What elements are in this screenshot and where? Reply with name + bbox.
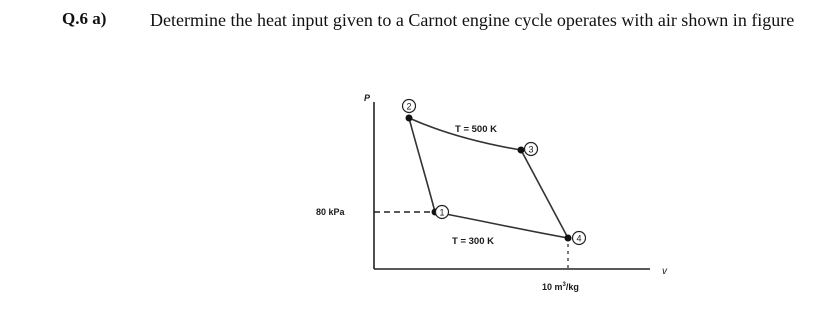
- p-axis-label: P: [364, 93, 371, 103]
- question-text: Determine the heat input given to a Carnot engine cycle operates with air shown in figure: [150, 10, 795, 30]
- volume-label: 10 $m^3/kg$: [542, 282, 579, 292]
- state-badge-1: [436, 206, 449, 219]
- v-axis-label: v: [662, 266, 667, 277]
- isotherm-low-label: T = 300 K: [452, 236, 494, 247]
- state-badge-4-label: 4: [576, 233, 582, 244]
- pressure-label: 80 kPa: [316, 207, 345, 217]
- process-3-4: [521, 150, 568, 238]
- process-1-2: [409, 118, 435, 212]
- state-badge-2: [403, 100, 416, 113]
- process-4-1: [435, 212, 568, 238]
- state-badge-1-label: 1: [439, 207, 445, 218]
- state-badge-3-label: 3: [528, 144, 534, 155]
- state-point-3: [518, 147, 525, 154]
- state-point-4: [565, 235, 572, 242]
- state-badge-3: [525, 143, 538, 156]
- state-point-2: [406, 115, 413, 122]
- state-badge-4: [573, 232, 586, 245]
- state-badge-2-label: 2: [406, 101, 412, 112]
- question-number: Q.6 a): [62, 9, 107, 28]
- isotherm-high-label: T = 500 K: [455, 124, 497, 135]
